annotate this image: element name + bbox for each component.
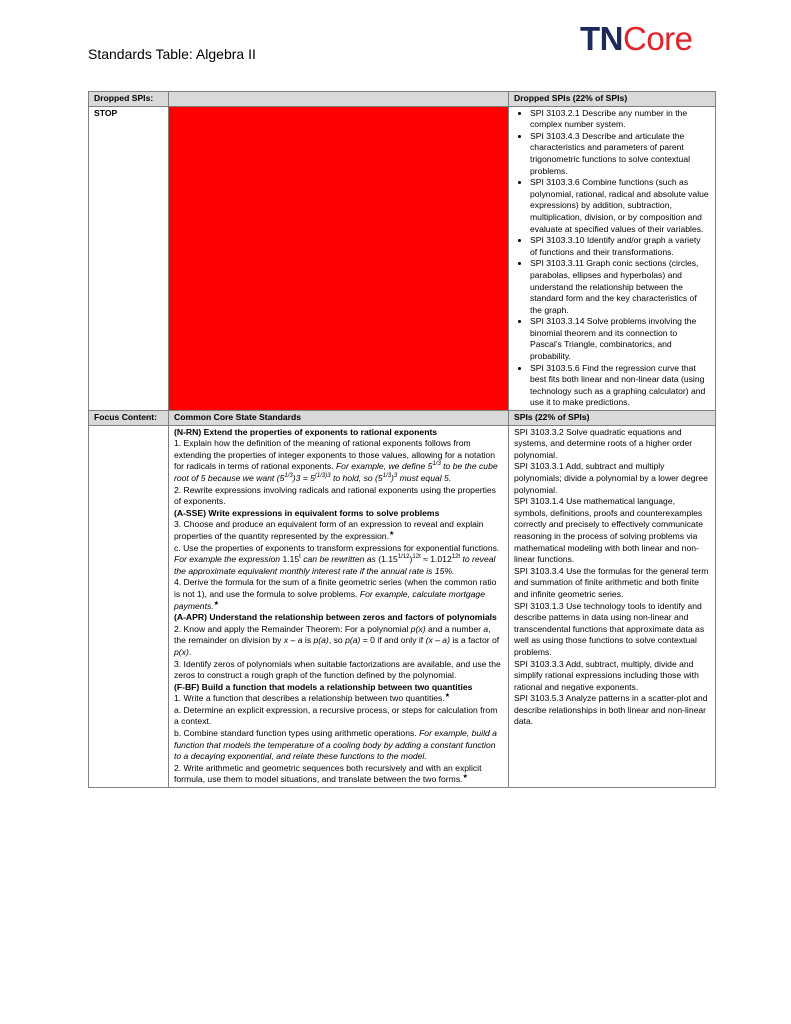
tncore-logo: TNCore [580, 20, 693, 57]
list-item: SPI 3103.3.2 Solve quadratic equations and systems, and determine roots of a higher order polynomial. [514, 426, 693, 460]
list-item: SPI 3103.1.4 Use mathematical language, symbols, definitions, proofs and counterexamples correctly and precisely to effectively communicate reasoning in the process of solving problems via mathematical modeling with both linear and non-linear functions. [514, 496, 703, 565]
bf-standard-1: 1. Write a function that describes a relationship between two quantities.★ [174, 693, 451, 704]
spi-header: SPIs (22% of SPIs) [509, 411, 716, 426]
apr-standard-2: 2. Know and apply the Remainder Theorem: For a polynomial p(x) and a number a, the remainder on division by x – a is p(a), so p(a) = 0 if and only if (x – a) is a factor of p(x). [174, 623, 500, 657]
list-item: • SPI 3103.2.1 Describe any number in the complex number system. [530, 108, 710, 131]
dropped-header-row [89, 92, 716, 107]
ccss-cell [169, 425, 509, 787]
stop-label: STOP [89, 106, 169, 410]
list-item: SPI 3103.3.4 Use the formulas for the general term and summation of finite arithmetic and both finite and infinite geometric series. [514, 565, 709, 599]
document-title: Standards Table: Algebra II [88, 46, 256, 62]
dropped-label: Dropped SPIs: [89, 92, 169, 107]
sse-standard-3: 3. Choose and produce an equivalent form of an expression to reveal and explain properties of the quantity represented by the expression.★ [174, 519, 484, 541]
dropped-right-header: Dropped SPIs (22% of SPIs) [509, 92, 716, 107]
list-item: SPI 3103.1.3 Use technology tools to identify and describe patterns in data using non-linear and transcendental functions that approximate data as well as using those functions to solve contextual problems. [514, 600, 705, 657]
list-item: • SPI 3103.3.14 Solve problems involving the binomial theorem and its connection to Pascal’s Triangle, combinatorics, and probability. [530, 316, 710, 362]
sse-heading: (A-SSE) Write expressions in equivalent forms to solve problems [174, 507, 440, 518]
list-item: • SPI 3103.3.10 Identify and/or graph a variety of functions and their transformations. [530, 235, 710, 258]
list-item: • SPI 3103.3.11 Graph conic sections (circles, parabolas, ellipses and hyperbolas) and understand the relationship between the standard form and the key characteristics of the graph. [530, 258, 710, 316]
focus-spi-cell [509, 425, 716, 787]
dropped-spi-list [514, 108, 710, 409]
focus-label: Focus Content: [89, 411, 169, 426]
nrn-standard-1: 1. Explain how the definition of the meaning of rational exponents follows from extending the properties of integer exponents to those values, allowing for a notation for radicals in terms of rational exponents. For example, we define $5^{1/3}$ to be the cube root of 5 because we want $(5^{1/3})3 = 5^{(1/3)3}$ to hold, so $(5^{1/3})^3$ must equal 5. [174, 438, 498, 483]
list-item: • SPI 3103.5.6 Find the regression curve that best fits both linear and non-linear data (using technology such as a graphing calculator) and use it to make predictions. [530, 363, 710, 409]
red-stop-block [169, 106, 509, 410]
bf-heading: (F-BF) Build a function that models a relationship between two quantities [174, 681, 473, 692]
list-item: SPI 3103.5.3 Analyze patterns in a scatter-plot and describe relationships in both linear and non-linear data. [514, 693, 708, 727]
star-icon: ★ [462, 774, 468, 781]
apr-heading: (A-APR) Understand the relationship between zeros and factors of polynomials [174, 612, 497, 623]
list-item: • SPI 3103.3.6 Combine functions (such as polynomial, rational, radical and absolute value expressions) by addition, subtraction, multiplication, division, or by composition and evaluate at specified values of their variables. [530, 177, 710, 235]
bf-standard-2: 2. Write arithmetic and geometric sequences both recursively and with an explicit formula, use them to model situations, and translate between the two forms.★ [174, 762, 482, 785]
bf-standard-1b: b. Combine standard function types using arithmetic operations. For example, build a function that models the temperature of a cooling body by adding a constant function to a decaying exponential, and relate these functions to the model. [174, 728, 497, 762]
standards-table [88, 91, 716, 788]
nrn-standard-2: 2. Rewrite expressions involving radicals and rational exponents using the properties of exponents. [174, 484, 496, 507]
dropped-spi-cell [509, 106, 716, 410]
star-icon: ★ [213, 600, 220, 607]
focus-empty-cell [89, 425, 169, 787]
dropped-header-empty [169, 92, 509, 107]
list-item: SPI 3103.3.3 Add, subtract, multiply, divide and simplify rational expressions including those with rational and negative exponents. [514, 658, 699, 692]
bf-standard-1a: a. Determine an explicit expression, a recursive process, or steps for calculation from a context. [174, 704, 498, 727]
nrn-heading: (N-RN) Extend the properties of exponents to rational exponents [174, 426, 438, 437]
focus-header-row [89, 411, 716, 426]
list-item: • SPI 3103.4.3 Describe and articulate the characteristics and parameters of parent trigonometric functions to solve contextual problems. [530, 131, 710, 177]
ccss-header: Common Core State Standards [169, 411, 509, 426]
apr-standard-3: 3. Identify zeros of polynomials when suitable factorizations are available, and use the zeros to construct a rough graph of the function defined by the polynomial. [174, 658, 501, 681]
focus-row [89, 425, 716, 787]
star-icon: ★ [388, 531, 395, 538]
dropped-row [89, 106, 716, 410]
sse-standard-3c: c. Use the properties of exponents to transform expressions for exponential functions. For example the expression 1.15$^t$ can be rewritten as $(1.15^{1/12})^{12t} \approx 1.012^{12t}$ to reveal the approximate equivalent monthly interest rate if the annual rate is 15%. [174, 542, 500, 576]
list-item: SPI 3103.3.1 Add, subtract and multiply polynomials; divide a polynomial by a lower degree polynomial. [514, 461, 708, 495]
sse-standard-4: 4. Derive the formula for the sum of a finite geometric series (when the common ratio is not 1), and use the formula to solve problems. For example, calculate mortgage payments.★ [174, 577, 497, 611]
star-icon: ★ [444, 693, 451, 700]
